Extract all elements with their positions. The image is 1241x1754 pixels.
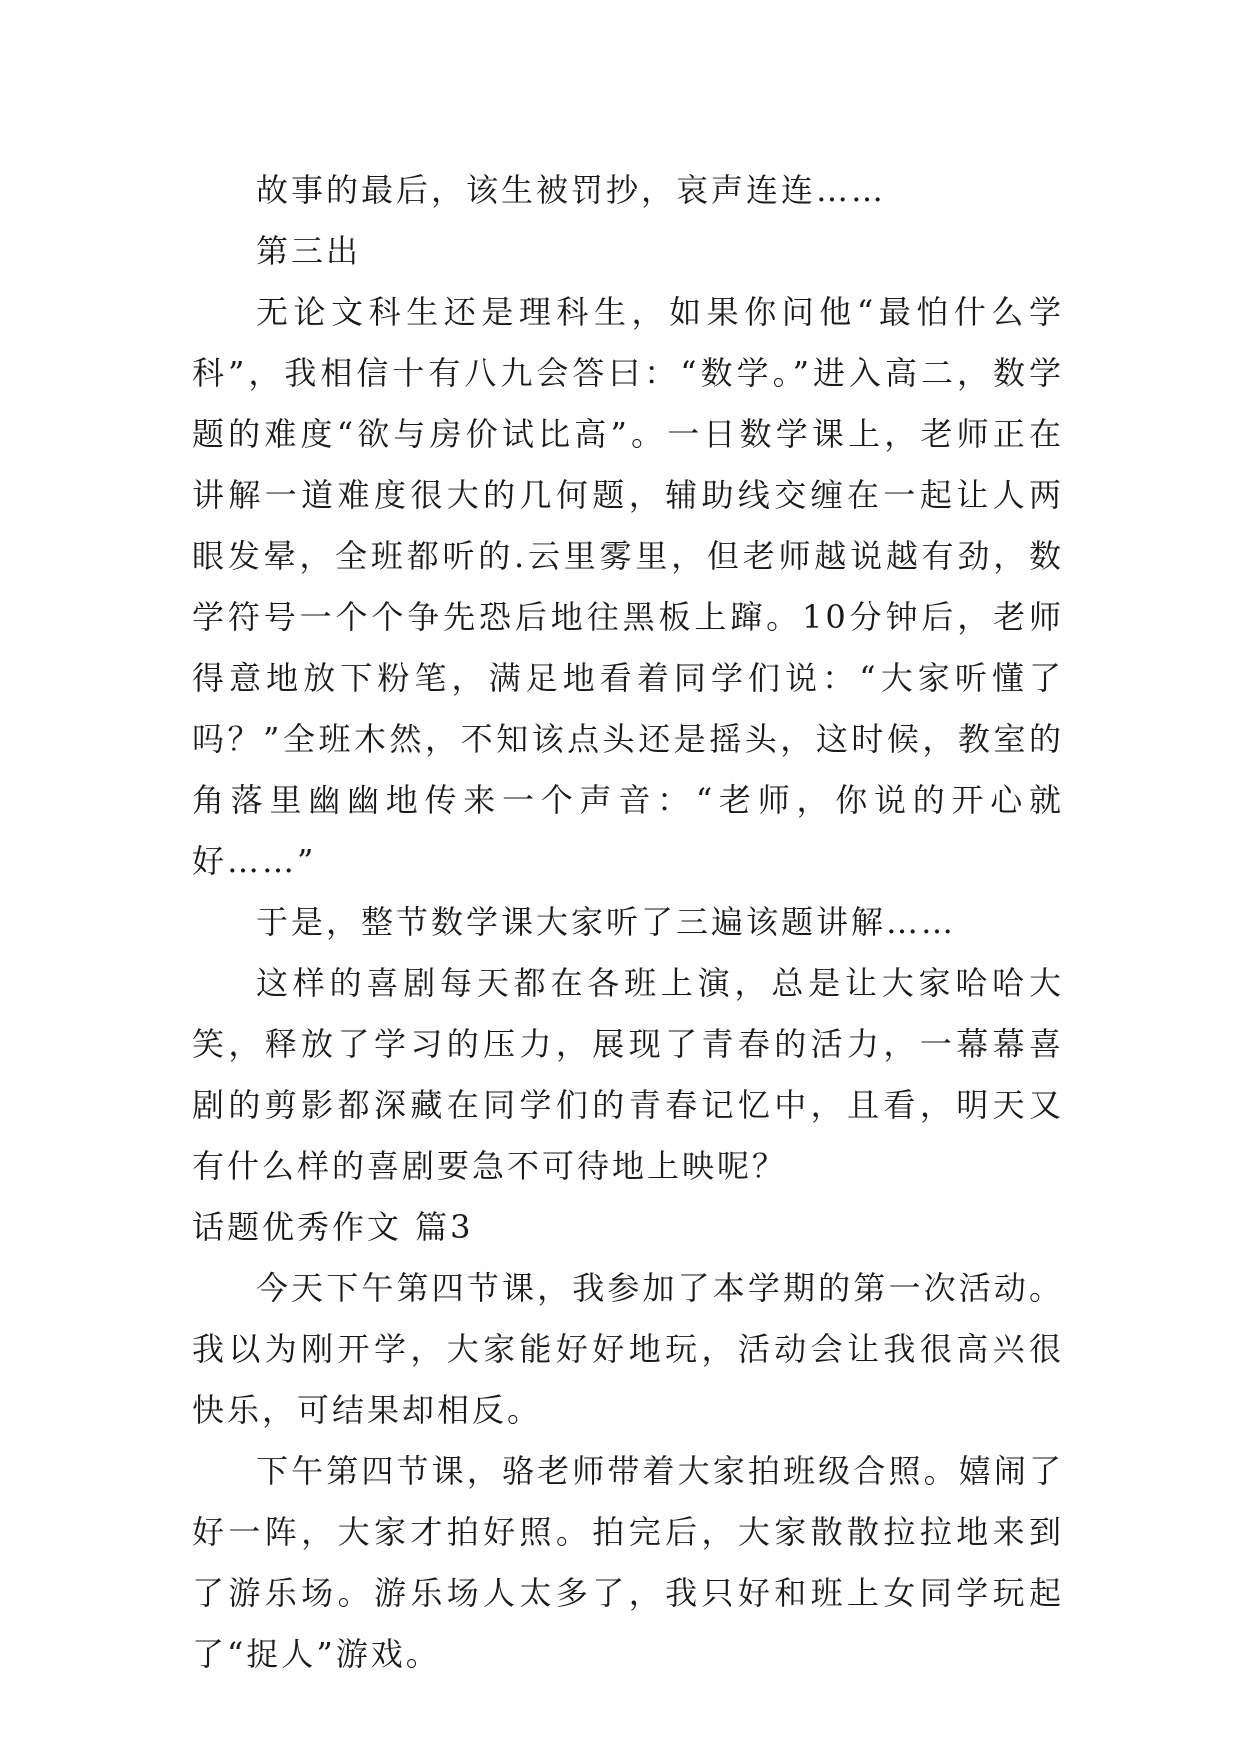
essay-heading: 话题优秀作文 篇3 bbox=[192, 1208, 474, 1246]
paragraph-math-class: 无论文科生还是理科生，如果你问他“最怕什么学科”，我相信十有八九会答曰：“数学。”进入高二，数学题的难度“欲与房价试比高”。一日数学课上，老师正在讲解一道难度很大的几何题，辅助线交缠在一起让人两眼发晕，全班都听的.云里雾里，但老师越说越有劲，数学符号一个个争先恐后地往黑板上蹿。10分钟后，老师得意地放下粉笔，满足地看着同学们说：“大家听懂了吗？”全班木然，不知该点头还是摇头，这时候，教室的角落里幽幽地传来一个声音：“老师，你说的开心就好……” bbox=[192, 293, 1064, 880]
section-label-third: 第三出 bbox=[256, 232, 362, 270]
paragraph-comedy-summary: 这样的喜剧每天都在各班上演，总是让大家哈哈大笑，释放了学习的压力，展现了青春的活力，一幕幕喜剧的剪影都深藏在同学们的青春记忆中，且看，明天又有什么样的喜剧要急不可待地上映呢？ bbox=[192, 964, 1064, 1185]
paragraph-activity-intro: 今天下午第四节课，我参加了本学期的第一次活动。我以为刚开学，大家能好好地玩，活动会让我很高兴很快乐，可结果却相反。 bbox=[192, 1269, 1064, 1429]
document-body bbox=[192, 160, 1064, 1685]
paragraph-class-photo: 下午第四节课，骆老师带着大家拍班级合照。嬉闹了好一阵，大家才拍好照。拍完后，大家散散拉拉地来到了游乐场。游乐场人太多了，我只好和班上女同学玩起了“捉人”游戏。 bbox=[192, 1452, 1064, 1673]
paragraph-story-ending: 故事的最后，该生被罚抄，哀声连连…… bbox=[256, 171, 887, 209]
paragraph-repeat-explanation: 于是，整节数学课大家听了三遍该题讲解…… bbox=[256, 903, 957, 941]
